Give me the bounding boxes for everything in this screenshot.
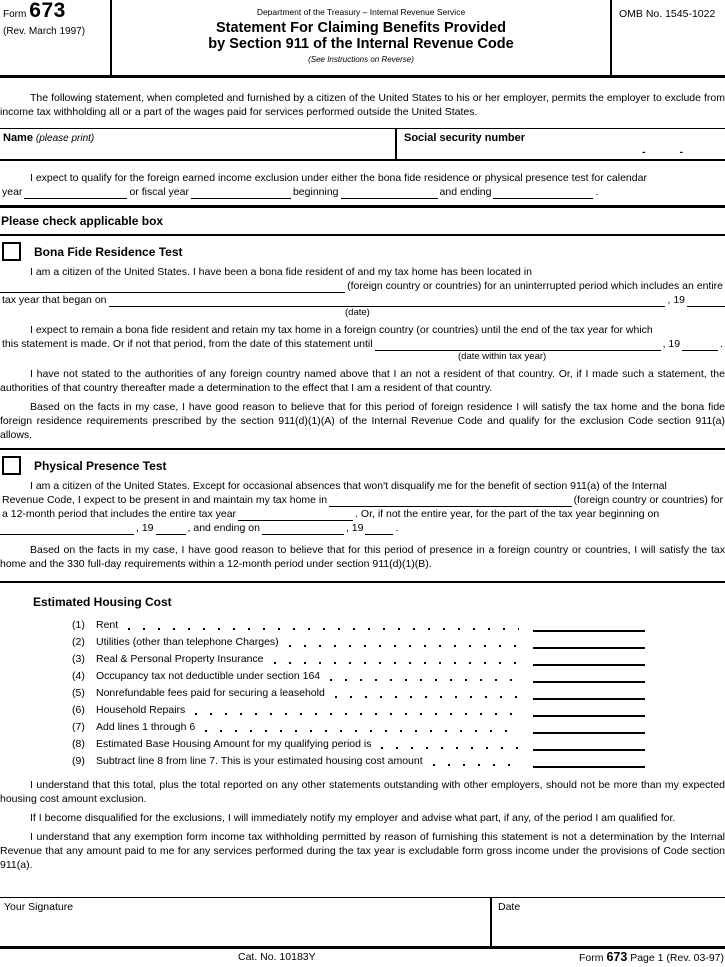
bona-p2-line1: I expect to remain a bona fide resident and retain my tax home in a foreign country (or countries) until the end of the tax year for which xyxy=(30,324,653,336)
bona-fide-residence-checkbox[interactable] xyxy=(2,242,21,261)
section-divider xyxy=(0,234,725,236)
housing-amount-line-9[interactable] xyxy=(533,754,645,768)
housing-item-label: Estimated Base Housing Amount for my qualifying period is xyxy=(96,738,372,750)
form-header xyxy=(0,0,725,78)
housing-amount-line-2[interactable] xyxy=(533,635,645,649)
bona-p2-period: . xyxy=(720,338,723,350)
housing-amount-line-5[interactable] xyxy=(533,686,645,700)
signature-row xyxy=(0,897,725,949)
dot-leader xyxy=(289,637,519,649)
bona-until-19-text: , 19 xyxy=(662,338,681,350)
dot-leader xyxy=(381,739,519,751)
closing-statements xyxy=(0,778,725,872)
phys-begin-date-blank[interactable] xyxy=(0,523,134,535)
phys-entire-year-text: a 12-month period that includes the entire tax year xyxy=(2,508,237,520)
date-sublabel: (date) xyxy=(345,307,370,318)
dot-leader xyxy=(330,671,519,683)
phys-begin-year-blank[interactable] xyxy=(156,523,186,535)
housing-amount-line-3[interactable] xyxy=(533,652,645,666)
housing-amount-line-7[interactable] xyxy=(533,720,645,734)
bona-p4: Based on the facts in my case, I have good reason to believe that for this period of foreign residence I will satisfy the tax home and the bona fide foreign residence requirements prescribed by the section 911(d)(1)(A) of the Internal Revenue Code and qualify for the exclusion Code section 911(a) allows. xyxy=(0,401,725,441)
phys-end-year-blank[interactable] xyxy=(365,523,393,535)
bona-fide-section xyxy=(0,242,725,442)
omb-number: OMB No. 1545-1022 xyxy=(619,8,716,20)
qualify-statement xyxy=(0,171,725,199)
closing-p3: I understand that any exemption form income tax withholding permitted by reason of furnishing this statement is not a determination by the Internal Revenue that any amount paid to me for any services performed during the tax year is excludable form gross income under the provisions of Code section 911(a). xyxy=(0,831,725,871)
dot-leader xyxy=(128,620,519,632)
bona-p2-line2 xyxy=(0,337,725,351)
form-number-block xyxy=(0,0,110,75)
housing-amount-line-4[interactable] xyxy=(533,669,645,683)
bona-begin-year-blank[interactable] xyxy=(687,295,725,307)
bona-p1-line3 xyxy=(0,293,725,307)
housing-amount-line-6[interactable] xyxy=(533,703,645,717)
date-input-area[interactable] xyxy=(490,898,725,946)
qualify-or-fiscal: or fiscal year xyxy=(129,186,189,198)
catalog-number: Cat. No. 10183Y xyxy=(238,951,316,963)
housing-row-1 xyxy=(72,618,645,632)
estimated-housing-cost-section xyxy=(0,595,725,768)
phys-p1-line4 xyxy=(0,521,725,535)
phys-ending-on-text: , and ending on xyxy=(187,522,260,534)
housing-item-number: (4) xyxy=(72,670,85,682)
phys-p1-line3 xyxy=(0,507,725,521)
closing-p2: If I become disqualified for the exclusions, I will immediately notify my employer and advise what part, if any, of the period I am qualified for. xyxy=(30,812,676,824)
calendar-year-blank[interactable] xyxy=(24,187,127,199)
bona-until-text: this statement is made. Or if not that period, from the date of this statement until xyxy=(2,338,373,350)
housing-item-number: (7) xyxy=(72,721,85,733)
check-applicable-heading: Please check applicable box xyxy=(1,214,164,228)
date-label: Date xyxy=(498,901,521,913)
footer-page-info: Page 1 (Rev. 03-97) xyxy=(630,952,724,964)
footer-form-id xyxy=(579,950,724,965)
housing-item-label: Utilities (other than telephone Charges) xyxy=(96,636,279,648)
phys-19a-text: , 19 xyxy=(136,522,154,534)
ssn-input-area[interactable] xyxy=(395,129,725,159)
name-ssn-row xyxy=(0,128,725,161)
name-label: Name xyxy=(3,132,33,144)
form-title-block xyxy=(110,0,612,75)
signature-input-area[interactable] xyxy=(0,898,490,946)
dot-leader xyxy=(335,688,519,700)
housing-item-label: Add lines 1 through 6 xyxy=(96,721,196,733)
housing-item-label: Real & Personal Property Insurance xyxy=(96,653,264,665)
department-line: Department of the Treasury – Internal Revenue Service xyxy=(256,7,466,17)
housing-row-7 xyxy=(72,720,645,734)
footer-form-word: Form xyxy=(579,952,604,964)
housing-heading: Estimated Housing Cost xyxy=(33,595,172,609)
housing-item-label: Occupancy tax not deductible under section 164 xyxy=(96,670,321,682)
housing-row-8 xyxy=(72,737,645,751)
footer-form-number: 673 xyxy=(606,950,628,964)
ssn-label: Social security number xyxy=(404,132,526,144)
phys-line4-period: . xyxy=(395,522,399,534)
name-input-area[interactable] xyxy=(0,129,395,159)
qualify-year-word: year xyxy=(2,186,23,198)
qualify-line2 xyxy=(0,185,725,199)
qualify-period: . xyxy=(595,186,599,198)
bona-p3: I have not stated to the authorities of any foreign country named above that I an not a resident of that country. Or, if I made such a statement, the authorities of that country thereafter made a determination to the effect that I am a resident of that country. xyxy=(0,368,725,394)
housing-row-5 xyxy=(72,686,645,700)
phys-beginning-on-text: . Or, if not the entire year, for the part of the tax year beginning on xyxy=(355,508,660,520)
ssn-separator-2: - xyxy=(679,146,683,158)
physical-presence-checkbox[interactable] xyxy=(2,456,21,475)
bona-until-year-blank[interactable] xyxy=(682,339,718,351)
physical-presence-header xyxy=(0,456,725,475)
ssn-separators xyxy=(642,145,683,159)
your-signature-label: Your Signature xyxy=(4,901,74,913)
section-divider xyxy=(0,581,725,583)
fiscal-ending-blank[interactable] xyxy=(493,187,593,199)
form-word: Form xyxy=(3,9,27,20)
bona-country-blank[interactable] xyxy=(0,281,345,293)
name-hint: (please print) xyxy=(35,133,95,144)
bona-fide-header xyxy=(0,242,725,261)
dot-leader xyxy=(205,722,519,734)
fiscal-beginning-blank[interactable] xyxy=(341,187,438,199)
qualify-line1: I expect to qualify for the foreign earned income exclusion under either the bona fide residence or physical presence test for calendar xyxy=(30,172,647,184)
phys-tax-home-text: Revenue Code, I expect to be present in and maintain my tax home in xyxy=(2,494,328,506)
phys-p1-line1: I am a citizen of the United States. Except for occasional absences that won't disqualify me for the benefit of section 911(a) of the Internal xyxy=(30,480,667,492)
see-instructions-note: (See Instructions on Reverse) xyxy=(308,55,414,64)
physical-presence-heading: Physical Presence Test xyxy=(34,458,167,473)
ssn-separator-1: - xyxy=(642,146,646,158)
intro-paragraph: The following statement, when completed and furnished by a citizen of the United States to his or her employer, permits the employer to exclude from income tax withholding all or a part of the wages paid for services performed outside the United States. xyxy=(0,92,725,118)
housing-item-number: (9) xyxy=(72,755,85,767)
phys-p1-line2 xyxy=(0,493,725,507)
phys-19b-text: , 19 xyxy=(345,522,364,534)
form-number: 673 xyxy=(29,0,66,22)
form-title xyxy=(112,20,610,52)
bona-began-on-text: tax year that began on xyxy=(2,294,107,306)
phys-tax-year-blank[interactable] xyxy=(238,509,353,521)
housing-amount-line-8[interactable] xyxy=(533,737,645,751)
physical-presence-section xyxy=(0,456,725,571)
bona-19-text: , 19 xyxy=(667,294,685,306)
form-title-line1: Statement For Claiming Benefits Provided xyxy=(215,20,507,36)
housing-item-number: (1) xyxy=(72,619,85,631)
housing-item-number: (3) xyxy=(72,653,85,665)
bona-until-date-blank[interactable] xyxy=(375,339,661,351)
dot-leader xyxy=(195,705,519,717)
housing-row-3 xyxy=(72,652,645,666)
date-within-tax-year-sublabel: (date within tax year) xyxy=(458,351,547,362)
phys-country-blank[interactable] xyxy=(329,495,571,507)
housing-item-number: (8) xyxy=(72,738,85,750)
phys-p2: Based on the facts in my case, I have good reason to believe that for this period of presence in a foreign country or countries, I will satisfy the tax home and the 330 full-day requirements within a 12-month period under section 911(d)(1)(B). xyxy=(0,544,725,570)
fiscal-year-blank[interactable] xyxy=(191,187,291,199)
housing-item-label: Nonrefundable fees paid for securing a leasehold xyxy=(96,687,325,699)
housing-item-label: Rent xyxy=(96,619,119,631)
housing-row-9 xyxy=(72,754,645,768)
housing-item-number: (2) xyxy=(72,636,85,648)
housing-item-label: Subtract line 8 from line 7. This is your estimated housing cost amount xyxy=(96,755,423,767)
bona-p1-after-blank: (foreign country or countries) for an uninterrupted period which includes an entire xyxy=(347,280,723,292)
dot-leader xyxy=(274,654,519,666)
dot-leader xyxy=(433,756,519,768)
bona-fide-heading: Bona Fide Residence Test xyxy=(34,244,183,259)
housing-row-2 xyxy=(72,635,645,649)
bona-p1-line2 xyxy=(0,279,725,293)
housing-item-number: (5) xyxy=(72,687,85,699)
housing-item-label: Household Repairs xyxy=(96,704,186,716)
closing-p1: I understand that this total, plus the total reported on any other statements outstanding with other employers, should not be more than my expected housing cost amount exclusion. xyxy=(0,779,725,805)
qualify-and-ending: and ending xyxy=(439,186,492,198)
phys-end-date-blank[interactable] xyxy=(262,523,344,535)
housing-row-4 xyxy=(72,669,645,683)
section-divider xyxy=(0,448,725,450)
housing-amount-line-1[interactable] xyxy=(533,618,645,632)
bona-p1-line1: I am a citizen of the United States. I have been a bona fide resident of and my tax home has been located in xyxy=(30,266,532,278)
form-title-line2: by Section 911 of the Internal Revenue Code xyxy=(208,36,514,52)
housing-item-number: (6) xyxy=(72,704,85,716)
qualify-beginning: beginning xyxy=(292,186,339,198)
phys-country-after-text: (foreign country or countries) for xyxy=(573,494,723,506)
bona-begin-date-blank[interactable] xyxy=(109,295,666,307)
form-revision: (Rev. March 1997) xyxy=(3,26,86,37)
housing-row-6 xyxy=(72,703,645,717)
